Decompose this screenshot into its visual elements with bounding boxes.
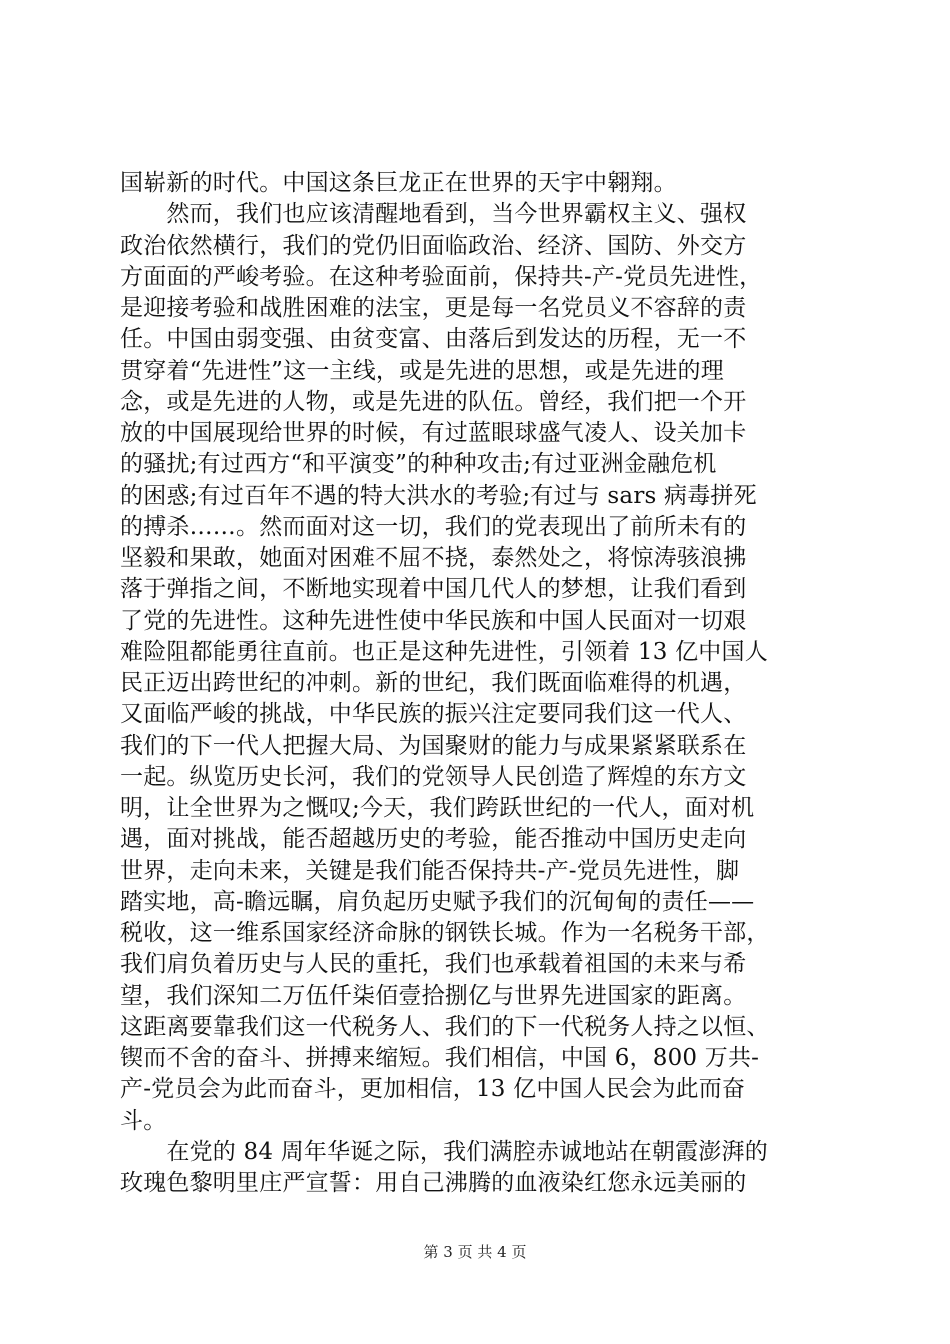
text-line: 踏实地，高-瞻远瞩，肩负起历史赋予我们的沉甸甸的责任—— bbox=[120, 888, 755, 915]
text-line: 任。中国由弱变强、由贫变富、由落后到发达的历程，无一不 bbox=[120, 326, 747, 353]
text-line: 产-党员会为此而奋斗，更加相信，13 亿中国人民会为此而奋 bbox=[120, 1076, 746, 1103]
page-footer: 第 3 页 共 4 页 bbox=[423, 1243, 527, 1261]
text-line: 一起。纵览历史长河，我们的党领导人民创造了辉煌的东方文 bbox=[120, 763, 747, 790]
text-line: 的困惑;有过百年不遇的特大洪水的考验;有过与 sars 病毒拼死 bbox=[120, 482, 757, 509]
text-line: 国崭新的时代。中国这条巨龙正在世界的天宇中翱翔。 bbox=[120, 170, 677, 196]
text-line: 然而，我们也应该清醒地看到，当今世界霸权主义、强权 bbox=[120, 201, 747, 228]
text-line: 又面临严峻的挑战，中华民族的振兴注定要同我们这一代人、 bbox=[120, 701, 747, 728]
text-line: 这距离要靠我们这一代税务人、我们的下一代税务人持之以恒、 bbox=[120, 1013, 770, 1040]
text-line: 了党的先进性。这种先进性使中华民族和中国人民面对一切艰 bbox=[120, 607, 747, 634]
text-line: 税收，这一维系国家经济命脉的钢铁长城。作为一名税务干部， bbox=[120, 920, 770, 946]
text-line: 的搏杀……。然而面对这一切，我们的党表现出了前所未有的 bbox=[120, 513, 747, 540]
text-line: 明，让全世界为之慨叹;今天，我们跨跃世纪的一代人，面对机 bbox=[120, 795, 755, 821]
text-line: 落于弹指之间，不断地实现着中国几代人的梦想，让我们看到 bbox=[120, 576, 747, 603]
text-line: 是迎接考验和战胜困难的法宝，更是每一名党员义不容辞的责 bbox=[120, 295, 747, 321]
text-line: 方面面的严峻考验。在这种考验面前，保持共-产-党员先进性， bbox=[120, 263, 763, 290]
text-line: 坚毅和果敢，她面对困难不屈不挠，泰然处之，将惊涛骇浪拂 bbox=[120, 545, 747, 571]
text-line: 贯穿着“先进性”这一主线，或是先进的思想，或是先进的理 bbox=[120, 357, 724, 384]
text-line: 世界，走向未来，关键是我们能否保持共-产-党员先进性，脚 bbox=[120, 857, 740, 884]
text-line: 难险阻都能勇往直前。也正是这种先进性，引领着 13 亿中国人 bbox=[120, 638, 768, 665]
body-text bbox=[120, 168, 840, 1199]
text-line: 望，我们深知二万伍仟柒佰壹拾捌亿与世界先进国家的距离。 bbox=[120, 982, 747, 1009]
text-line: 玫瑰色黎明里庄严宣誓：用自己沸腾的血液染红您永远美丽的 bbox=[120, 1170, 747, 1196]
text-line: 锲而不舍的奋斗、拼搏来缩短。我们相信，中国 6，800 万共- bbox=[120, 1045, 760, 1071]
text-line: 民正迈出跨世纪的冲刺。新的世纪，我们既面临难得的机遇， bbox=[120, 670, 747, 696]
text-line: 我们的下一代人把握大局、为国聚财的能力与成果紧紧联系在 bbox=[120, 732, 747, 759]
text-line: 斗。 bbox=[120, 1107, 167, 1134]
text-line: 放的中国展现给世界的时候，有过蓝眼球盛气凌人、设关加卡 bbox=[120, 420, 747, 446]
text-line: 政治依然横行，我们的党仍旧面临政治、经济、国防、外交方 bbox=[120, 232, 747, 259]
text-line: 念，或是先进的人物，或是先进的队伍。曾经，我们把一个开 bbox=[120, 388, 747, 415]
text-line: 在党的 84 周年华诞之际，我们满腔赤诚地站在朝霞澎湃的 bbox=[120, 1138, 768, 1165]
text-line: 我们肩负着历史与人民的重托，我们也承载着祖国的未来与希 bbox=[120, 951, 747, 978]
text-line: 的骚扰;有过西方“和平演变”的种种攻击;有过亚洲金融危机 bbox=[120, 451, 717, 478]
text-line: 遇，面对挑战，能否超越历史的考验，能否推动中国历史走向 bbox=[120, 826, 747, 853]
